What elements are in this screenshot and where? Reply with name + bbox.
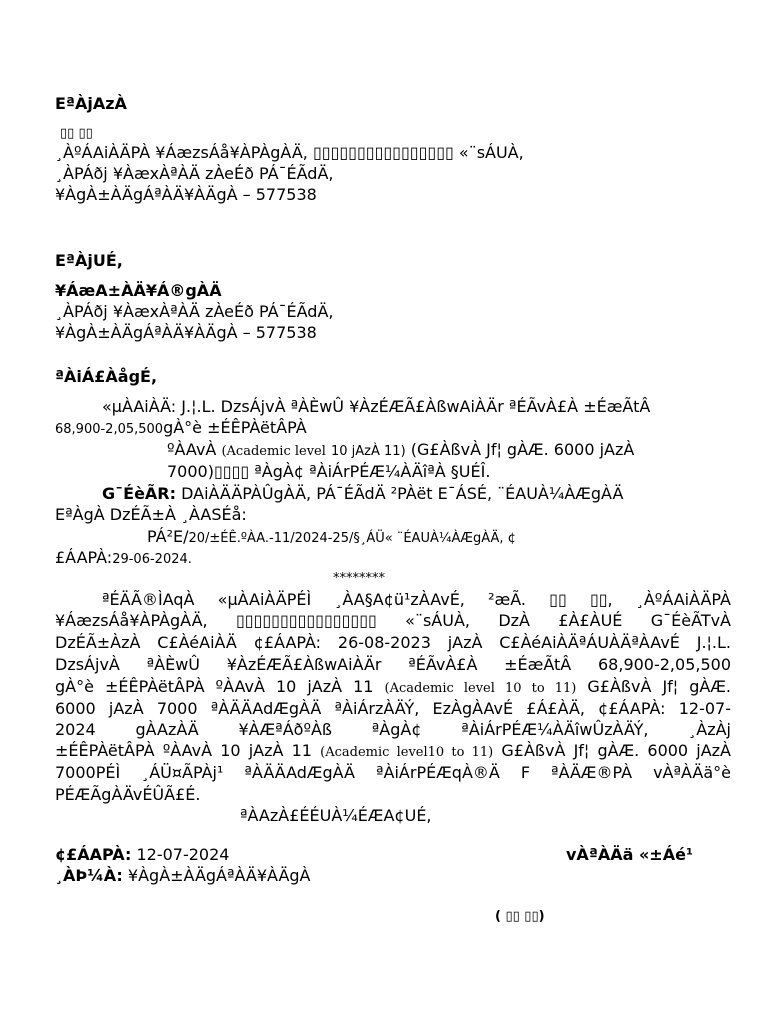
- subject-line-2-text: gÀ°è ±ÉÊPÀëtÂPÀ: [163, 418, 307, 437]
- date-label: ¢£ÁAPÀ:: [55, 845, 132, 864]
- reference-text-1: DAiÀÄÄPÀÛgÀÄ, PÁ¯ÉÃdÄ ²PÀët E¯ÁSÉ, ¨ÉAUÀ¼ÀÆgÀÄ: [181, 484, 624, 503]
- sender-line-3: ¥ÀgÀ±ÀÄgÁªÀÄ¥ÀÄgÀ – 577538: [55, 185, 317, 204]
- sender-name: ▯▯ ▯▯: [60, 126, 93, 141]
- subject-line-3: [167, 440, 634, 462]
- reference-line-2: EªÀgÀ DzÉÃ±À ¸ÀASÉå:: [55, 505, 247, 524]
- from-heading: EªÀjAzÀ: [55, 94, 127, 113]
- reference-number: 20/±ÉÊ.ºÀA.-11/2024-25/§¸ÁÜ« ¨ÉAUÀ¼ÀÆgÀÄ, ¢: [188, 531, 516, 546]
- signatory-name: ( ▯▯ ▯▯): [495, 909, 545, 924]
- closing: ªÀAzÀ£ÉÉUÀ¼ÉÆA¢UÉ,: [240, 806, 432, 825]
- body-line-9: 7000PÉÌ ¸ÁÜ¤ÃPÀj¹ ªÀÄÄAdÆgÀÄ ªÀiÁrPÉÆqÀ®Ä F ªÀÄÆ®PÀ vÀªÀÄä°è: [55, 763, 731, 782]
- place-value: ¥ÀgÀ±ÀÄgÁªÀÄ¥ÀÄgÀ: [127, 866, 311, 885]
- body-line-3: DzÉÃ±ÀzÀ C£ÀéAiÀÄ ¢£ÁAPÀ: 26-08-2023 jAzÀ C£ÀéAiÀÄªÁUÀÄªÀAvÉ J.¦.L.: [55, 633, 731, 652]
- body-line-8: [55, 741, 731, 763]
- salutation: ªÀiÁ£ÀågÉ,: [55, 367, 158, 386]
- reference-code: PÁ²E/: [147, 527, 189, 546]
- body-academic-note-2: (Academic level10 to 11): [320, 745, 494, 760]
- footer-place: [55, 866, 310, 886]
- reference-label: G¯ÉèÃR:: [102, 484, 177, 503]
- body-line-8-c: G£ÀßvÀ Jf¦ gÀÆ. 6000 jAzÀ: [501, 741, 731, 760]
- subject-line-1: «µÀAiÀÄ: J.¦.L. DzsÁjvÀ ªÀÈwÛ ¥ÀzÉÆÃ£ÀßwAiÀÄr ªÉÃvÀ£À ±ÉæÃtÂ: [102, 397, 651, 416]
- to-heading: EªÀjUÉ,: [55, 251, 123, 270]
- level-range: 10 jAzÀ 11): [331, 444, 406, 459]
- body-line-8-a: ±ÉÊPÀëtÂPÀ ºÀAvÀ 10 jAzÀ 11: [55, 741, 312, 760]
- subject-line-3-a: ºÀAvÀ: [167, 440, 217, 459]
- subject-line-2: [55, 418, 307, 440]
- body-line-7: 2024 gÀAzÀÄ ¥ÀÆªÁðºÀß ªÀgÀ¢ ªÀiÁrPÉÆ¼ÀÄîwÛzÀÄÝ, ¸ÀzÀj: [55, 720, 731, 739]
- recipient-title: ¥ÁæA±ÀÄ¥Á®gÀÄ: [55, 281, 222, 300]
- body-line-5: [55, 677, 731, 699]
- recipient-line-1: ¸ÀPÁðj ¥ÀæxÀªÀÄ zÀeÉð PÁ¯ÉÃdÄ,: [55, 302, 334, 321]
- reference-line-4: [55, 548, 192, 570]
- body-line-2: ¥ÁæzsÁå¥ÀPÀgÀÄ, ▯▯▯▯▯▯▯▯▯▯▯▯▯▯▯▯ «¨sÁUÀ, DzÀ £À£ÀUÉ G¯ÉèÃTvÀ: [55, 611, 731, 630]
- date-value: 12-07-2024: [136, 845, 230, 864]
- separator: ********: [333, 571, 385, 586]
- sender-line-1: ¸ÀºÁAiÀÄPÀ ¥ÁæzsÁå¥ÀPÀgÀÄ, ▯▯▯▯▯▯▯▯▯▯▯▯▯▯▯▯ «¨sÁUÀ,: [55, 143, 524, 162]
- place-label: ¸ÀÞ¼À:: [55, 866, 123, 885]
- body-academic-note-1: (Academic level 10 to 11): [384, 681, 577, 696]
- recipient-line-2: ¥ÀgÀ±ÀÄgÁªÀÄ¥ÀÄgÀ – 577538: [55, 323, 317, 342]
- subject-line-3-d: (G£ÀßvÀ Jf¦ gÀÆ. 6000 jAzÀ: [410, 440, 635, 459]
- academic-level-note: (Academic level: [221, 444, 326, 459]
- signature-label: vÀªÀÄä «±Áé¹: [566, 845, 693, 864]
- body-line-1: ªÉÄÃ®ÌAqÀ «µÀAiÀÄPÉÌ ¸ÀA§A¢ü¹zÀAvÉ, ²æÃ. ▯▯ ▯▯, ¸ÀºÁAiÀÄPÀ: [102, 590, 731, 609]
- sender-line-2: ¸ÀPÁðj ¥ÀæxÀªÀÄ zÀeÉð PÁ¯ÉÃdÄ,: [55, 164, 334, 183]
- footer-date: [55, 845, 229, 865]
- body-line-10: PÉÆÃgÀÄvÉÛÃ£É.: [55, 785, 201, 804]
- body-line-5-a: gÀ°è ±ÉÊPÀëtÂPÀ ºÀAvÀ 10 jAzÀ 11: [55, 677, 374, 696]
- body-line-4: DzsÁjvÀ ªÀÈwÛ ¥ÀzÉÆÃ£ÀßwAiÀÄr ªÉÃvÀ£À ±ÉæÃtÂ 68,900-2,05,500: [55, 655, 731, 674]
- reference-line-1: [102, 484, 623, 504]
- subject-line-4: 7000)▯▯▯▯ ªÀgÀ¢ ªÀiÁrPÉÆ¼ÀÄîªÀ §UÉÎ.: [167, 462, 491, 481]
- reference-date-label: £ÁAPÀ:: [55, 548, 113, 567]
- reference-date: 29-06-2024.: [112, 552, 192, 567]
- pay-scale: 68,900-2,05,500: [55, 422, 164, 437]
- body-line-5-c: G£ÀßvÀ Jf¦ gÀÆ.: [587, 677, 732, 696]
- reference-line-3: [147, 527, 516, 549]
- body-line-6: 6000 jAzÀ 7000 ªÀÄÄAdÆgÀÄ ªÀiÁrzÀÄÝ, EzÀgÀAvÉ £Á£ÀÄ, ¢£ÁAPÀ: 12-07-: [55, 699, 731, 718]
